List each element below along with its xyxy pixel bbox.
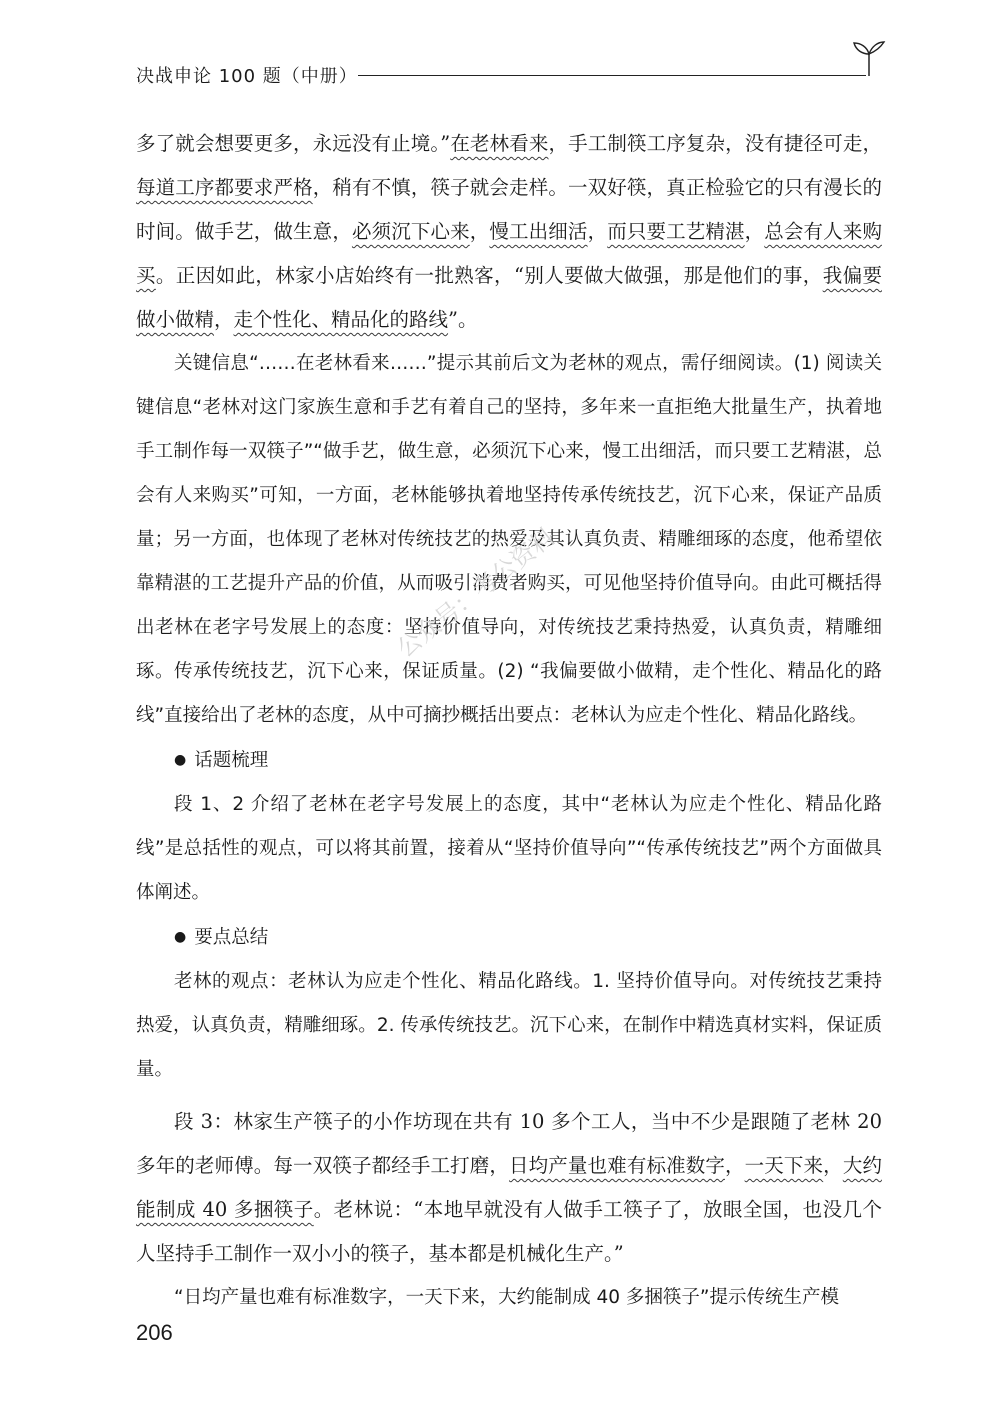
- sprout-icon: [852, 40, 886, 76]
- underlined-text: 我偏要做小做精: [136, 264, 882, 331]
- text: ，手工制筷工序复杂，没有捷径可走，: [548, 132, 882, 155]
- header-rule: [358, 75, 866, 76]
- underlined-text: 总会有人来购买: [136, 220, 882, 287]
- paragraph-quote-1: [136, 122, 882, 342]
- text: ，: [725, 1154, 745, 1177]
- paragraph-quote-3: [136, 1100, 882, 1276]
- watermark: 公众号：考公资料: [391, 522, 561, 663]
- section-heading-text: 要点总结: [194, 927, 269, 948]
- underlined-text: 在老林看来: [450, 132, 549, 155]
- text: 段 3：林家生产筷子的小作坊现在共有 10 多个工人，当中不少是跟随了老林 20 多年的老师傅。每一双筷子都经手工打磨，: [136, 1110, 882, 1177]
- analysis-paragraph-1: 关键信息“……在老林看来……”提示其前后文为老林的观点，需仔细阅读。(1) 阅读关键信息“老林对这门家族生意和手艺有着自己的坚持，多年来一直拒绝大批量生产，执着地手工制作每一双筷子”“做手艺，做生意，必须沉下心来，慢工出细活，而只要工艺精湛，总会有人来购买”可知，一方面，老林能够执着地坚持传承传统技艺，沉下心来，保证产品质量；另一方面，也体现了老林对传统技艺的热爱及其认真负责、精雕细琢的态度，他希望依靠精湛的工艺提升产品的价值，从而吸引消费者购买，可见他坚持价值导向。由此可概括得出老林在老字号发展上的态度：坚持价值导向，对传统技艺秉持热爱，认真负责，精雕细琢。传承传统技艺，沉下心来，保证质量。(2) “我偏要做小做精，走个性化、精品化的路线”直接给出了老林的态度，从中可摘抄概括出要点：老林认为应走个性化、精品化路线。: [136, 353, 882, 726]
- text: 。老林说：“本地早就没有人做手工筷子了，放眼全国，也没几个人坚持手工制作一双小小的筷子，基本都是机械化生产。”: [136, 1198, 882, 1265]
- underlined-text: 走个性化、精品化的路线: [233, 308, 449, 331]
- bullet-icon: ●: [174, 752, 187, 768]
- text: ，: [214, 308, 234, 331]
- bullet-icon: ●: [174, 929, 187, 945]
- text: 。正因如此，林家小店始终有一批熟客，“别人要做大做强，那是他们的事，: [155, 264, 823, 287]
- text: ”。: [448, 308, 478, 331]
- underlined-text: 而只要工艺精湛: [607, 220, 745, 243]
- analysis-paragraph-2: “日均产量也难有标准数字，一天下来，大约能制成 40 多捆筷子”提示传统生产模: [174, 1287, 839, 1308]
- topic-paragraph: 段 1、2 介绍了老林在老字号发展上的态度，其中“老林认为应走个性化、精品化路线”是总括性的观点，可以将其前置，接着从“坚持价值导向”“传承传统技艺”两个方面做具体阐述。: [136, 794, 882, 903]
- underlined-text: 大约能制成 40 多捆筷子: [136, 1154, 882, 1221]
- text: 多了就会想要更多，永远没有止境。”: [136, 132, 451, 155]
- text: ，稍有不慎，筷子就会走样。一双好筷，真正检验它的只有漫长的时间。做手艺，做生意，: [136, 176, 882, 243]
- page-content: [136, 122, 882, 1320]
- underlined-text: 日均产量也难有标准数字: [509, 1154, 725, 1177]
- section-heading-summary: [136, 915, 882, 960]
- underlined-text: 每道工序都要求严格: [136, 176, 313, 199]
- text: ，: [744, 220, 765, 243]
- section-heading-text: 话题梳理: [194, 750, 269, 771]
- underlined-text: 一天下来: [744, 1154, 824, 1177]
- underlined-text: 慢工出细活: [489, 220, 588, 243]
- text: ，: [587, 220, 608, 243]
- section-heading-topic: [136, 738, 882, 783]
- page-number: 206: [136, 1320, 173, 1345]
- underlined-text: 必须沉下心来: [351, 220, 470, 243]
- page-header: [136, 58, 886, 94]
- text: ，: [823, 1154, 843, 1177]
- book-title: 决战申论 100 题（中册）: [136, 66, 358, 87]
- summary-paragraph: 老林的观点：老林认为应走个性化、精品化路线。1. 坚持价值导向。对传统技艺秉持热爱，认真负责，精雕细琢。2. 传承传统技艺。沉下心来，在制作中精选真材实料，保证质量。: [136, 971, 882, 1080]
- text: ，: [469, 220, 490, 243]
